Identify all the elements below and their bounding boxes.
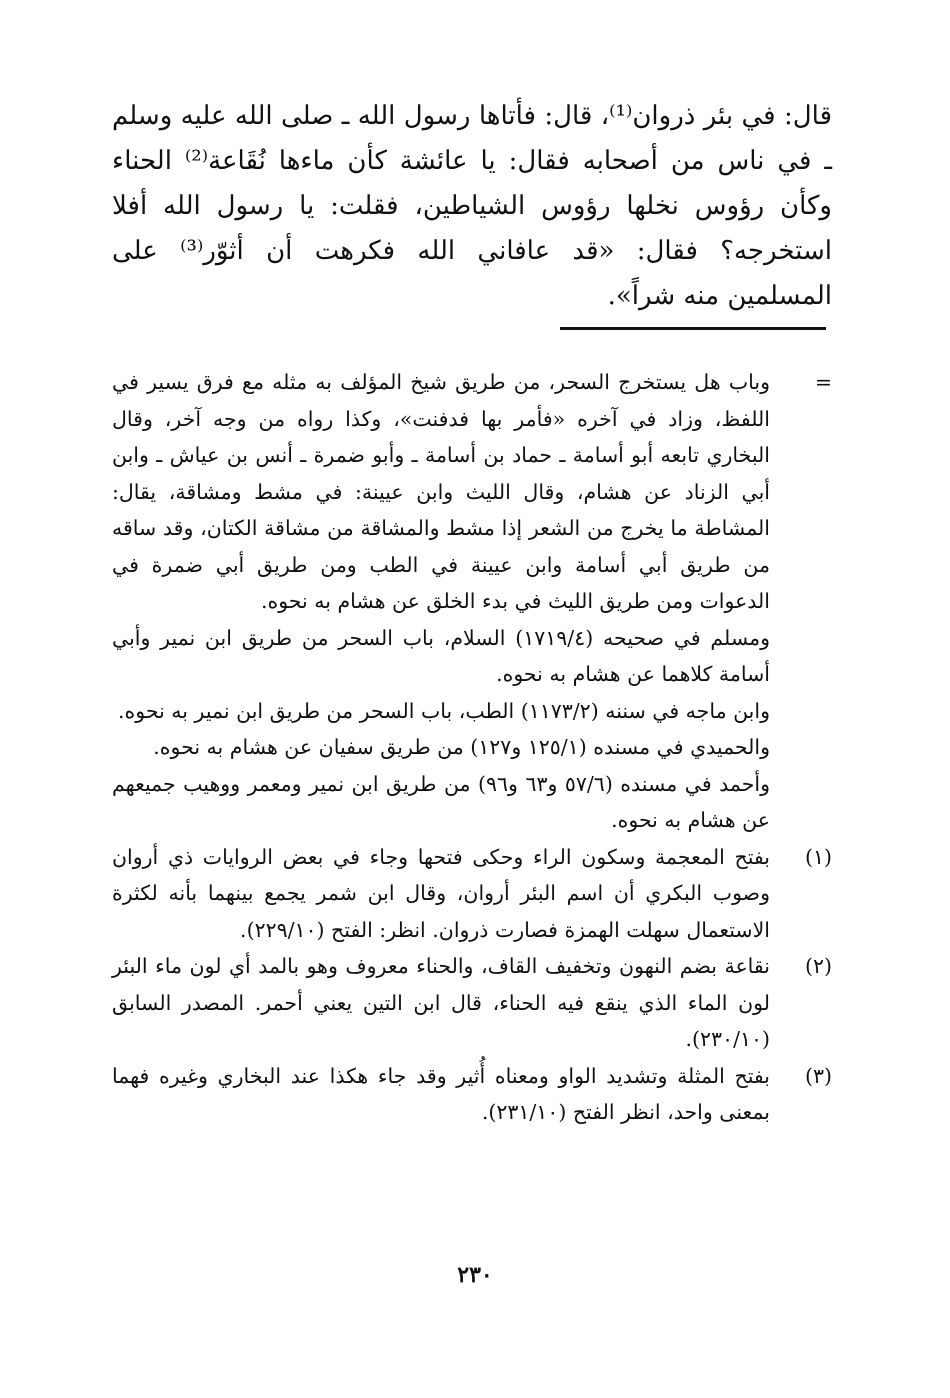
- continuation-body: [112, 364, 770, 839]
- footnote-2: [112, 948, 832, 1058]
- footnote-1: [112, 839, 832, 949]
- footnote-1-text: بفتح المعجمة وسكون الراء وحكى فتحها وجاء في بعض الروايات ذي أروان وصوب البكري أن اسم البئر أروان، وقال ابن شمر يجمع بينهما بأنه لكثرة الاستعمال سهلت الهمزة فصارت ذروان. انظر: الفتح (٢٢٩/١٠).: [112, 844, 770, 942]
- footnote-2-mark: (٢): [804, 954, 832, 978]
- footnote-3: [112, 1058, 832, 1131]
- continuation-mark: =: [814, 370, 832, 394]
- main-text-block: [112, 94, 832, 319]
- continuation-paragraph: وأحمد في مسنده (٥٧/٦ و٦٣ و٩٦) من طريق ابن نمير ومعمر ووهيب جميعهم عن هشام به نحوه.: [112, 771, 770, 832]
- footnote-1-mark: (١): [804, 844, 832, 869]
- footnote-2-text: نقاعة بضم النهون وتخفيف القاف، والحناء معروف وهو بالمد أي لون ماء البئر لون الماء الذي ينقع فيه الحناء، قال ابن التين يعني أحمر. المصدر السابق (٢٣٠/١٠).: [112, 954, 770, 1051]
- footnotes-section: [112, 364, 832, 1131]
- continuation-paragraph: والحميدي في مسنده (١٢٥/١ و١٢٧) من طريق سفيان عن هشام به نحوه.: [153, 735, 770, 759]
- main-paragraph: قال: في بئر ذروان⁽¹⁾، قال: فأتاها رسول الله ـ صلى الله عليه وسلم ـ في ناس من أصحابه فقال: يا عائشة كأن ماءها نُقَاعة⁽²⁾ الحناء وكأن رؤوس نخلها رؤوس الشياطين، فقلت: يا رسول الله أفلا استخرجه؟ فقال: «قد عافاني الله فكرهت أن أثوّر⁽³⁾ على المسلمين منه شراً».: [112, 101, 832, 311]
- continuation-paragraph: وباب هل يستخرج السحر، من طريق شيخ المؤلف به مثله مع فرق يسير في اللفظ، وزاد في آخره «فأمر بها فدفنت»، وكذا رواه من وجه آخر، وقال البخاري تابعه أبو أسامة ـ حماد بن أسامة ـ وأبو ضمرة ـ أنس بن عياش ـ وابن أبي الزناد عن هشام، وقال الليث وابن عيينة: في مشط ومشاقة، يقال: المشاطة ما يخرج من الشعر إذا مشط والمشاقة من مشاقة الكتان، وقد ساقه من طريق أبي أسامة وابن عيينة في الطب ومن طريق أبي ضمرة في الدعوات ومن طريق الليث في بدء الخلق عن هشام به نحوه.: [112, 370, 770, 613]
- footnote-continuation: [112, 364, 832, 839]
- page-number: ٢٣٠: [457, 1262, 493, 1288]
- footnote-3-text: بفتح المثلة وتشديد الواو ومعناه أُثير وقد جاء هكذا عند البخاري وغيره فهما بمعنى واحد، انظر الفتح (٢٣١/١٠).: [112, 1063, 770, 1124]
- continuation-paragraph: ومسلم في صحيحه (١٧١٩/٤) السلام، باب السحر من طريق ابن نمير وأبي أسامة كلاهما عن هشام به نحوه.: [112, 625, 770, 686]
- footnote-3-mark: (٣): [804, 1063, 832, 1088]
- footnote-divider: [560, 327, 826, 330]
- continuation-paragraph: وابن ماجه في سننه (١١٧٣/٢) الطب، باب السحر من طريق ابن نمير به نحوه.: [118, 698, 770, 723]
